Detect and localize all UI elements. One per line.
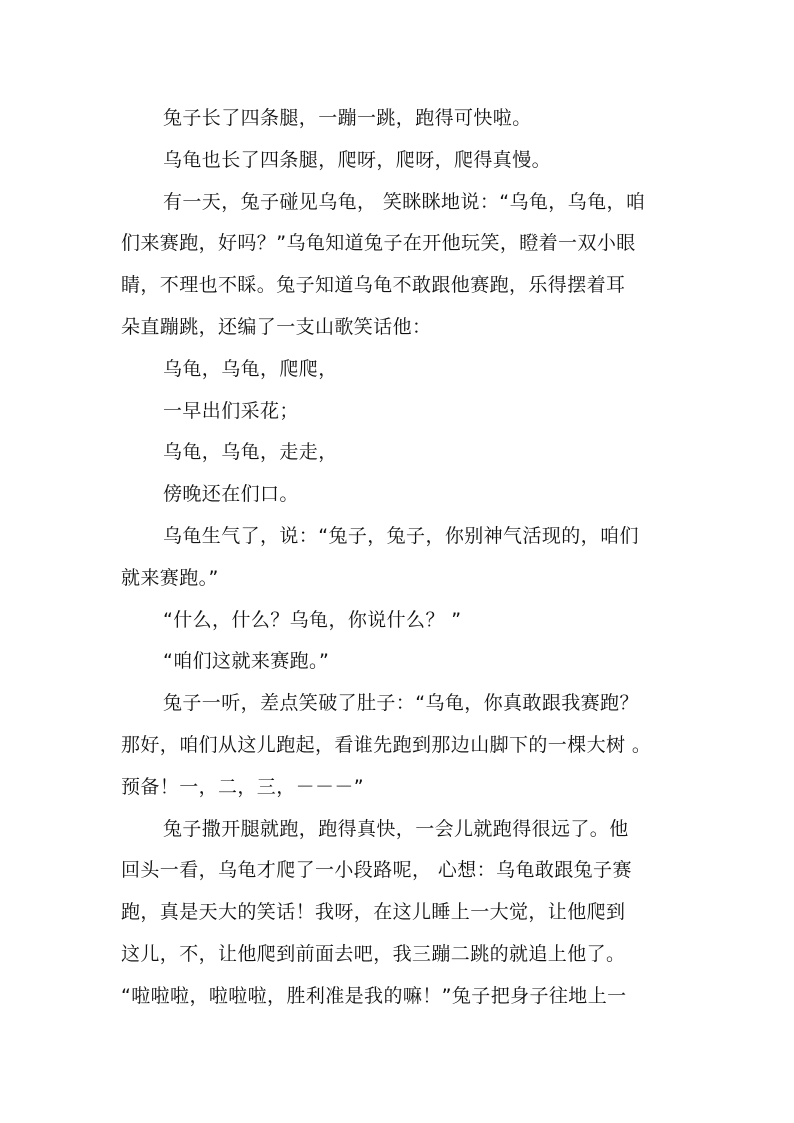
text-line: 朵直蹦跳，还编了一支山歌笑话他： <box>121 315 432 338</box>
text-line: “什么，什么？乌龟，你说什么？ ” <box>163 608 462 631</box>
text-line: “咱们这就来赛跑。” <box>163 650 330 673</box>
text-line: 兔子长了四条腿，一蹦一跳，跑得可快啦。 <box>163 107 532 129</box>
text-line: 这儿，不，让他爬到前面去吧，我三蹦二跳的就追上他了。 <box>121 942 626 965</box>
text-line: 有一天，兔子碰见乌龟， 笑眯眯地说：“乌龟，乌龟，咱 <box>163 190 646 213</box>
text-line: 兔子撒开腿就跑，跑得真快，一会儿就跑得很远了。他 <box>163 817 629 840</box>
text-line: 乌龟，乌龟，爬爬， <box>163 357 338 380</box>
text-line: 睛，不理也不睬。兔子知道乌龟不敢跟他赛跑，乐得摆着耳 <box>121 274 626 297</box>
story-text <box>121 98 681 1018</box>
text-line: “啦啦啦，啦啦啦，胜利准是我的嘛！”兔子把身子往地上一 <box>121 984 627 1007</box>
text-line: 跑，真是天大的笑话！我呀，在这儿睡上一大觉，让他爬到 <box>121 901 626 924</box>
text-line: 那好，咱们从这儿跑起，看谁先跑到那边山脚下的一棵大树 。 <box>121 733 652 756</box>
text-line: 傍晚还在们口。 <box>163 483 299 506</box>
text-line: 乌龟生气了，说：“兔子，兔子，你别神气活现的，咱们 <box>163 524 639 547</box>
text-line: 预备！一，二，三，－－－” <box>121 775 365 798</box>
text-line: 乌龟，乌龟，走走， <box>163 441 338 464</box>
text-line: 回头一看，乌龟才爬了一小段路呢， 心想：乌龟敢跟兔子赛 <box>121 859 632 882</box>
text-line: 就来赛跑。” <box>121 566 219 589</box>
text-line: 们来赛跑，好吗？”乌龟知道兔子在开他玩笑，瞪着一双小眼 <box>121 232 636 255</box>
text-line: 兔子一听，差点笑破了肚子：“乌龟，你真敢跟我赛跑？ <box>163 692 639 715</box>
text-line: 乌龟也长了四条腿，爬呀，爬呀，爬得真慢。 <box>163 148 552 171</box>
text-line: 一早出们采花； <box>163 399 299 422</box>
